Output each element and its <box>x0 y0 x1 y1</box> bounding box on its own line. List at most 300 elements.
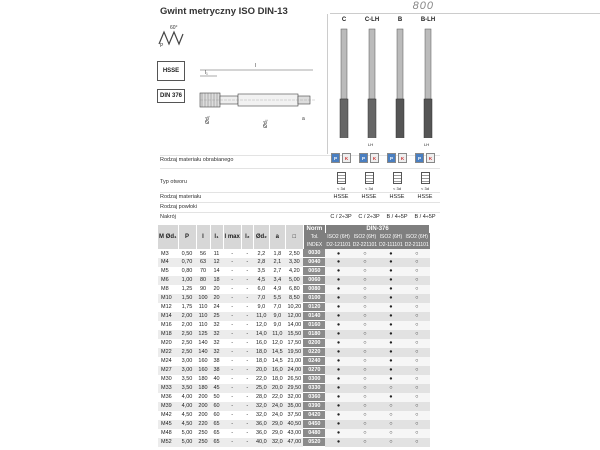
cell-index: 0390 <box>303 402 325 411</box>
cell-availability: ● <box>325 348 351 357</box>
cell-p: 0,70 <box>178 258 196 267</box>
cell-p: 2,50 <box>178 348 196 357</box>
cell-d2: 4,5 <box>253 276 269 285</box>
cell-a: 18,0 <box>271 376 283 383</box>
chamfer-b-lh: B / 4÷5P <box>414 214 436 220</box>
cell-m: M30 <box>161 376 172 383</box>
cell-availability: ○ <box>404 438 430 447</box>
cell-l: 200 <box>196 402 210 411</box>
cell-lmax: - <box>223 366 241 375</box>
cell-availability: ● <box>378 348 404 357</box>
attr-coating-label: Rodzaj powłoki <box>160 204 197 210</box>
cell-a: 29,0 <box>271 430 283 437</box>
cell-availability: ○ <box>404 258 430 267</box>
cell-l2: - <box>241 438 253 447</box>
cell-index: 0120 <box>303 303 325 312</box>
cell-p: 2,50 <box>178 330 196 339</box>
cell-availability: ○ <box>404 402 430 411</box>
cell-availability: ○ <box>404 375 430 384</box>
label-l1: l₁ <box>205 70 208 76</box>
cell-p: 3,50 <box>178 384 196 393</box>
cell-p: 2,00 <box>181 322 193 329</box>
tap-b-icon <box>386 23 414 138</box>
cell-availability: ○ <box>404 249 430 258</box>
cell-a: 9,0 <box>269 312 285 321</box>
label-a: a <box>302 116 305 122</box>
cell-m: M20 <box>161 340 172 347</box>
cell-l: 250 <box>196 438 210 447</box>
cell-p: 3,00 <box>178 366 196 375</box>
cell-d2: 32,0 <box>255 412 267 419</box>
logo <box>330 0 600 14</box>
cell-availability: ○ <box>352 303 378 312</box>
cell-lmax: - <box>231 394 234 401</box>
cell-l: 250 <box>198 430 208 437</box>
cell-availability: ○ <box>352 384 378 393</box>
cell-l: 56 <box>199 250 207 257</box>
cell-m: M52 <box>158 438 178 447</box>
tool-c <box>330 14 358 143</box>
cell-l2: - <box>246 250 249 257</box>
cell-availability: ● <box>325 393 351 402</box>
cell-l2: - <box>241 276 253 285</box>
cell-availability: ○ <box>352 312 378 321</box>
cell-l1: 38 <box>213 358 220 365</box>
cell-p: 4,50 <box>181 412 193 419</box>
cell-l1: 50 <box>213 394 220 401</box>
table-row <box>158 312 430 321</box>
cell-d2: 36,0 <box>255 430 267 437</box>
cell-availability: ○ <box>378 429 404 438</box>
cell-l2: - <box>246 394 249 401</box>
cell-sq: 24,00 <box>285 366 303 375</box>
col-l: l <box>196 225 210 249</box>
cell-index: 0480 <box>303 429 325 438</box>
cell-availability: ○ <box>404 339 430 348</box>
hole-icon <box>365 172 374 184</box>
tol-c: ISO2 (6H) <box>327 234 350 241</box>
cell-availability: ○ <box>352 285 378 294</box>
cell-a: 12,0 <box>271 340 283 347</box>
tap-c-icon <box>330 23 358 138</box>
cell-l1: 60 <box>213 412 220 419</box>
lh-marker-1: LH <box>368 142 374 147</box>
cell-l: 110 <box>198 322 208 329</box>
table-row <box>158 285 430 294</box>
hole-b: < 3d <box>383 172 411 191</box>
cell-a: 9,0 <box>273 322 282 329</box>
cell-a: 24,0 <box>269 402 285 411</box>
cell-d2: 32,0 <box>253 402 269 411</box>
cell-l2: - <box>246 304 249 311</box>
cell-lmax: - <box>223 402 241 411</box>
cell-d2: 25,0 <box>253 384 269 393</box>
cell-lmax: - <box>231 250 234 257</box>
attr-tool-material-label: Rodzaj materiału <box>160 194 202 200</box>
table-row <box>158 303 430 312</box>
tap-b-lh-icon <box>414 23 442 138</box>
cell-lmax: - <box>223 312 241 321</box>
table-row <box>158 402 430 411</box>
cell-m: M33 <box>158 384 178 393</box>
cell-d2: 28,0 <box>255 394 267 401</box>
col-a: a <box>269 225 285 249</box>
cell-sq: 47,00 <box>285 438 303 447</box>
cell-availability: ● <box>325 366 351 375</box>
tap-dimension-drawing <box>195 48 320 138</box>
cell-lmax: - <box>223 438 241 447</box>
cell-l2: - <box>246 322 249 329</box>
cell-sq: 21,00 <box>287 358 302 365</box>
cell-index: 0420 <box>303 411 325 420</box>
attr-chamfer-label: Nakrój <box>160 214 176 220</box>
cell-availability: ● <box>378 357 404 366</box>
cell-m: M10 <box>158 294 178 303</box>
cell-availability: ● <box>325 357 351 366</box>
cell-l1: 32 <box>213 340 220 347</box>
hole-b-lh: < 3d <box>411 172 439 191</box>
cell-index: 0180 <box>303 330 325 339</box>
cell-lmax: - <box>223 258 241 267</box>
cell-p: 2,50 <box>181 340 193 347</box>
cell-availability: ● <box>325 429 351 438</box>
tool-material-b: HSSE <box>389 194 405 200</box>
cell-availability: ○ <box>352 429 378 438</box>
cell-p: 1,00 <box>178 276 196 285</box>
table-row <box>158 438 430 447</box>
cell-l: 200 <box>198 412 208 419</box>
cell-l: 180 <box>198 376 208 383</box>
cell-index: 0450 <box>303 420 325 429</box>
cell-l1: 32 <box>213 322 220 329</box>
cell-sq: 12,00 <box>285 312 303 321</box>
cell-lmax: - <box>231 340 234 347</box>
cell-availability: ○ <box>404 276 430 285</box>
cell-d2: 6,0 <box>257 286 266 293</box>
cell-l2: - <box>241 348 253 357</box>
cell-index: 0360 <box>303 393 325 402</box>
cell-availability: ○ <box>378 384 404 393</box>
cell-availability: ● <box>378 249 404 258</box>
hole-c-lh: < 3d <box>355 172 383 191</box>
cell-p: 0,80 <box>181 268 193 275</box>
tol-b: ISO2 (6H) <box>379 234 403 241</box>
cell-lmax: - <box>231 268 234 275</box>
cell-m: M18 <box>158 330 178 339</box>
cell-sq: 14,00 <box>287 322 302 329</box>
index-label: INDEX <box>303 241 325 249</box>
cell-availability: ○ <box>404 411 430 420</box>
thread-pitch-label: P <box>160 43 164 48</box>
cell-d2: 7,0 <box>253 294 269 303</box>
spec-icons <box>157 22 189 111</box>
cell-availability: ● <box>378 312 404 321</box>
tool-b <box>386 14 414 143</box>
cell-m: M5 <box>161 268 169 275</box>
tool-material-b-lh: HSSE <box>417 194 433 200</box>
material-chips-c-lh: P K <box>355 153 383 163</box>
thread-profile-icon <box>157 22 185 48</box>
cell-availability: ○ <box>352 330 378 339</box>
cell-availability: ● <box>378 339 404 348</box>
spec-table <box>158 225 430 447</box>
cell-a: 4,9 <box>273 286 282 293</box>
cell-a: 20,0 <box>269 384 285 393</box>
tool-material-c: HSSE <box>333 194 349 200</box>
cell-l2: - <box>241 258 253 267</box>
cell-l2: - <box>241 330 253 339</box>
code-b: D2-111101 <box>379 242 403 249</box>
cell-availability: ○ <box>352 366 378 375</box>
cell-p: 3,00 <box>181 358 193 365</box>
cell-availability: ○ <box>352 357 378 366</box>
table-row <box>158 375 430 384</box>
cell-d2: 16,0 <box>255 340 267 347</box>
cell-lmax: - <box>231 376 234 383</box>
cell-availability: ○ <box>404 294 430 303</box>
cell-d2: 11,0 <box>253 312 269 321</box>
cell-availability: ● <box>378 276 404 285</box>
cell-a: 16,0 <box>269 366 285 375</box>
table-row <box>158 330 430 339</box>
cell-availability: ○ <box>352 276 378 285</box>
cell-availability: ● <box>325 276 351 285</box>
cell-d2: 22,0 <box>255 376 267 383</box>
cell-availability: ● <box>325 249 351 258</box>
cell-l1: 65 <box>210 420 223 429</box>
cell-a: 22,0 <box>271 394 283 401</box>
material-chips-b-lh: P K <box>411 153 439 163</box>
code-b-lh: D2-211101 <box>404 242 429 249</box>
cell-availability: ○ <box>378 420 404 429</box>
cell-p: 1,25 <box>181 286 193 293</box>
cell-l: 140 <box>198 340 208 347</box>
cell-a: 29,0 <box>269 420 285 429</box>
cell-index: 0270 <box>303 366 325 375</box>
cell-p: 4,00 <box>178 402 196 411</box>
cell-m: M22 <box>158 348 178 357</box>
cell-d2: 2,2 <box>257 250 266 257</box>
page-title: Gwint metryczny ISO DIN-13 <box>160 6 288 17</box>
cell-l: 63 <box>196 258 210 267</box>
cell-d2: 2,8 <box>253 258 269 267</box>
cell-availability: ○ <box>352 402 378 411</box>
cell-availability: ● <box>378 330 404 339</box>
cell-l2: - <box>246 286 249 293</box>
cell-index: 0200 <box>303 339 325 348</box>
cell-sq: 19,50 <box>285 348 303 357</box>
cell-sq: 15,50 <box>285 330 303 339</box>
cell-l2: - <box>246 430 249 437</box>
cell-l: 180 <box>196 384 210 393</box>
cell-l1: 24 <box>213 304 220 311</box>
chamfer-c-lh: C / 2÷3P <box>358 214 380 220</box>
cell-a: 7,0 <box>273 304 282 311</box>
cell-availability: ○ <box>404 285 430 294</box>
cell-m: M39 <box>158 402 178 411</box>
col-d2: Ød₂ <box>253 225 269 249</box>
table-row <box>158 393 430 402</box>
cell-p: 1,50 <box>178 294 196 303</box>
cell-a: 2,7 <box>273 268 282 275</box>
cell-l2: - <box>241 312 253 321</box>
cell-availability: ○ <box>352 438 378 447</box>
cell-l1: 32 <box>210 348 223 357</box>
cell-m: M12 <box>161 304 172 311</box>
cell-l1: 14 <box>213 268 220 275</box>
tool-c-lh <box>358 14 386 143</box>
cell-availability: ○ <box>404 384 430 393</box>
cell-l: 160 <box>198 358 208 365</box>
cell-sq: 3,30 <box>285 258 303 267</box>
col-square: □ <box>285 225 303 249</box>
cell-l1: 12 <box>210 258 223 267</box>
cell-index: 0100 <box>303 294 325 303</box>
attr-hole-label: Typ otworu <box>160 179 187 185</box>
label-d2: Ød₂ <box>263 119 269 128</box>
cell-a: 1,8 <box>273 250 282 257</box>
cell-l1: 25 <box>210 312 223 321</box>
chamfer-c: C / 2÷3P <box>330 214 352 220</box>
chamfer-b: B / 4÷5P <box>386 214 408 220</box>
cell-l: 80 <box>196 276 210 285</box>
table-row <box>158 384 430 393</box>
table-row <box>158 339 430 348</box>
cell-p: 3,50 <box>181 376 193 383</box>
cell-availability: ● <box>378 375 404 384</box>
cell-index: 0220 <box>303 348 325 357</box>
cell-d2: 40,0 <box>253 438 269 447</box>
cell-availability: ● <box>325 312 351 321</box>
cell-m: M6 <box>158 276 178 285</box>
cell-availability: ○ <box>404 312 430 321</box>
cell-sq: 29,50 <box>285 384 303 393</box>
cell-availability: ● <box>325 267 351 276</box>
cell-l: 220 <box>196 420 210 429</box>
cell-availability: ● <box>325 303 351 312</box>
tool-b-head: B <box>397 17 403 23</box>
cell-p: 4,00 <box>181 394 193 401</box>
cell-lmax: - <box>231 304 234 311</box>
table-row <box>158 294 430 303</box>
cell-l: 110 <box>198 304 208 311</box>
cell-availability: ○ <box>404 366 430 375</box>
hole-icon <box>393 172 402 184</box>
cell-availability: ● <box>325 375 351 384</box>
cell-availability: ○ <box>378 402 404 411</box>
cell-m: M8 <box>161 286 169 293</box>
cell-availability: ○ <box>352 375 378 384</box>
cell-index: 0330 <box>303 384 325 393</box>
cell-a: 24,0 <box>271 412 283 419</box>
tool-b-lh-head: B-LH <box>420 17 436 23</box>
col-lmax: l max <box>223 225 241 249</box>
norm-value: DIN-376 <box>325 225 429 233</box>
cell-sq: 6,80 <box>288 286 300 293</box>
col-l2: l₂ <box>241 225 253 249</box>
hole-icon <box>337 172 346 184</box>
label-d1: Ød₁ <box>205 115 211 124</box>
cell-lmax: - <box>231 286 234 293</box>
lh-marker-2: LH <box>424 142 430 147</box>
cell-availability: ● <box>325 330 351 339</box>
cell-m: M4 <box>158 258 178 267</box>
cell-availability: ○ <box>404 303 430 312</box>
cell-p: 2,00 <box>178 312 196 321</box>
cell-availability: ○ <box>352 249 378 258</box>
tap-c-lh-icon <box>358 23 386 138</box>
cell-l1: 65 <box>213 430 220 437</box>
cell-l1: 18 <box>210 276 223 285</box>
cell-l2: - <box>241 294 253 303</box>
tol-c-lh: ISO2 (6H) <box>353 234 377 241</box>
cell-lmax: - <box>223 276 241 285</box>
table-row <box>158 258 430 267</box>
cell-sq: 10,20 <box>287 304 302 311</box>
cell-l: 125 <box>196 330 210 339</box>
cell-availability: ● <box>325 402 351 411</box>
cell-availability: ○ <box>352 339 378 348</box>
cell-availability: ○ <box>352 393 378 402</box>
cell-availability: ● <box>325 294 351 303</box>
code-c-lh: D2-221101 <box>352 242 378 249</box>
col-l1: l₁ <box>210 225 223 249</box>
cell-m: M42 <box>161 412 172 419</box>
cell-availability: ● <box>325 438 351 447</box>
cell-lmax: - <box>223 348 241 357</box>
table-row <box>158 357 430 366</box>
cell-d2: 14,0 <box>253 330 269 339</box>
cell-m: M48 <box>161 430 172 437</box>
cell-availability: ○ <box>352 321 378 330</box>
cell-lmax: - <box>231 358 234 365</box>
cell-l: 70 <box>199 268 207 275</box>
cell-l: 140 <box>196 348 210 357</box>
cell-l2: - <box>246 340 249 347</box>
tool-c-lh-head: C-LH <box>364 17 380 23</box>
hole-icon <box>421 172 430 184</box>
cell-l: 90 <box>199 286 207 293</box>
norm-label: Norm <box>303 225 325 233</box>
material-chips-c: P K <box>327 153 355 163</box>
table-row <box>158 420 430 429</box>
cell-sq: 35,00 <box>285 402 303 411</box>
label-l: l <box>255 63 257 69</box>
cell-sq: 4,20 <box>288 268 300 275</box>
cell-l: 160 <box>196 366 210 375</box>
cell-d2: 36,0 <box>253 420 269 429</box>
cell-d2: 20,0 <box>253 366 269 375</box>
cell-d2: 18,0 <box>255 358 267 365</box>
cell-l1: 38 <box>210 366 223 375</box>
attr-material-label: Rodzaj materiału obrabianego <box>160 157 234 163</box>
cell-l: 110 <box>196 312 210 321</box>
cell-availability: ● <box>378 303 404 312</box>
cell-a: 3,4 <box>269 276 285 285</box>
cell-sq: 37,50 <box>287 412 302 419</box>
cell-index: 0030 <box>303 249 325 258</box>
cell-availability: ○ <box>352 294 378 303</box>
col-p: P <box>178 225 196 249</box>
cell-availability: ○ <box>404 330 430 339</box>
cell-availability: ○ <box>352 411 378 420</box>
cell-sq: 32,00 <box>287 394 302 401</box>
cell-a: 14,5 <box>271 358 283 365</box>
cell-l1: 65 <box>210 438 223 447</box>
table-row <box>158 429 430 438</box>
table-row <box>158 249 430 258</box>
din-badge: DIN 376 <box>157 89 185 103</box>
